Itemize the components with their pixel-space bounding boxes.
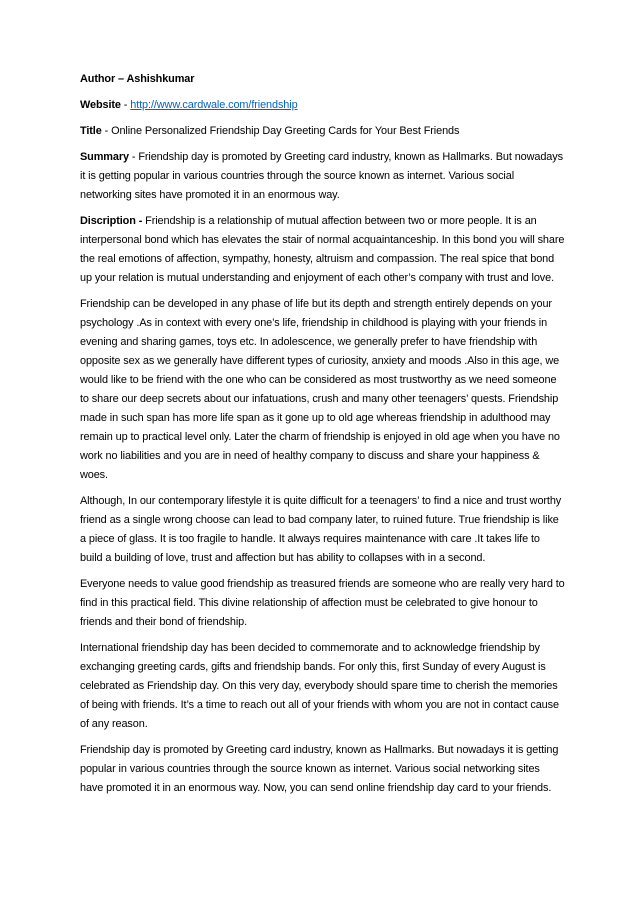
body-paragraph-2: Although, In our contemporary lifestyle it is quite difficult for a teenagers’ to find a nice and trust worthy friend as a single wrong choose can lead to bad company later, to ruined future. True friendship is like a piece of glass. It is too fragile to handle. It always requires maintenance with care .It takes life to build a building of love, trust and affection but has ability to collapses with in a second. xyxy=(80,495,562,564)
body-paragraph-3: Everyone needs to value good friendship as treasured friends are someone who are really very hard to find in this practical field. This divine relationship of affection must be celebrated to give honour to friends and their bond of friendship. xyxy=(80,578,565,628)
summary-paragraph xyxy=(80,148,565,205)
website-line xyxy=(80,96,565,115)
title-separator: - xyxy=(101,125,112,137)
document-page xyxy=(80,70,565,805)
title-line xyxy=(80,122,565,141)
author-line xyxy=(80,70,565,89)
body-paragraph-5: Friendship day is promoted by Greeting card industry, known as Hallmarks. But nowadays it is getting popular in various countries through the source known as internet. Various social networking sites have promoted it in an enormous way. Now, you can send online friendship day card to your friends. xyxy=(80,744,559,794)
author-label: Author – Ashishkumar xyxy=(80,73,195,85)
description-label: Discription - xyxy=(80,215,143,227)
website-label: Website xyxy=(80,99,121,111)
summary-label: Summary xyxy=(80,151,129,163)
website-link[interactable]: http://www.cardwale.com/friendship xyxy=(130,99,298,111)
summary-text: Friendship day is promoted by Greeting card industry, known as Hallmarks. But nowadays it is getting popular in various countries through the source known as internet. Various social networking sites have promoted it in an enormous way. xyxy=(80,151,563,201)
body-paragraph-4: International friendship day has been decided to commemorate and to acknowledge friendship by exchanging greeting cards, gifts and friendship bands. For only this, first Sunday of every August is celebrated as Friendship day. On this very day, everybody should spare time to cherish the memories of being with friends. It’s a time to reach out all of your friends with whom you are not in contact cause of any reason. xyxy=(80,642,559,730)
title-text: Online Personalized Friendship Day Greeting Cards for Your Best Friends xyxy=(111,125,460,137)
description-paragraph xyxy=(80,212,565,288)
body-paragraph-1: Friendship can be developed in any phase of life but its depth and strength entirely depends on your psychology .As in context with every one’s life, friendship in childhood is playing with your friends in evening and sharing games, toys etc. In adolescence, we generally prefer to have friendship with opposite sex as we generally have different types of curiosity, anxiety and moods .Also in this age, we would like to be friend with the one who can be considered as most trustworthy as we need someone to share our deep secrets about our infatuations, crush and many other teenagers’ quests. Friendship made in such span has more life span as it gone up to old age whereas friendship in adulthood may remain up to practical level only. Later the charm of friendship is enjoyed in old age when you have no work no liabilities and you are in need of healthy company to discuss and share your happiness & woes. xyxy=(80,298,560,481)
description-text: Friendship is a relationship of mutual affection between two or more people. It is an interpersonal bond which has elevates the stair of normal acquaintanceship. In this bond you will share the real emotions of affection, sympathy, honesty, altruism and compassion. The real spice that bond up your relation is mutual understanding and enjoyment of each other’s company with trust and love. xyxy=(80,215,565,284)
website-separator: - xyxy=(120,99,131,111)
title-label: Title xyxy=(80,125,102,137)
summary-separator: - xyxy=(128,151,139,163)
